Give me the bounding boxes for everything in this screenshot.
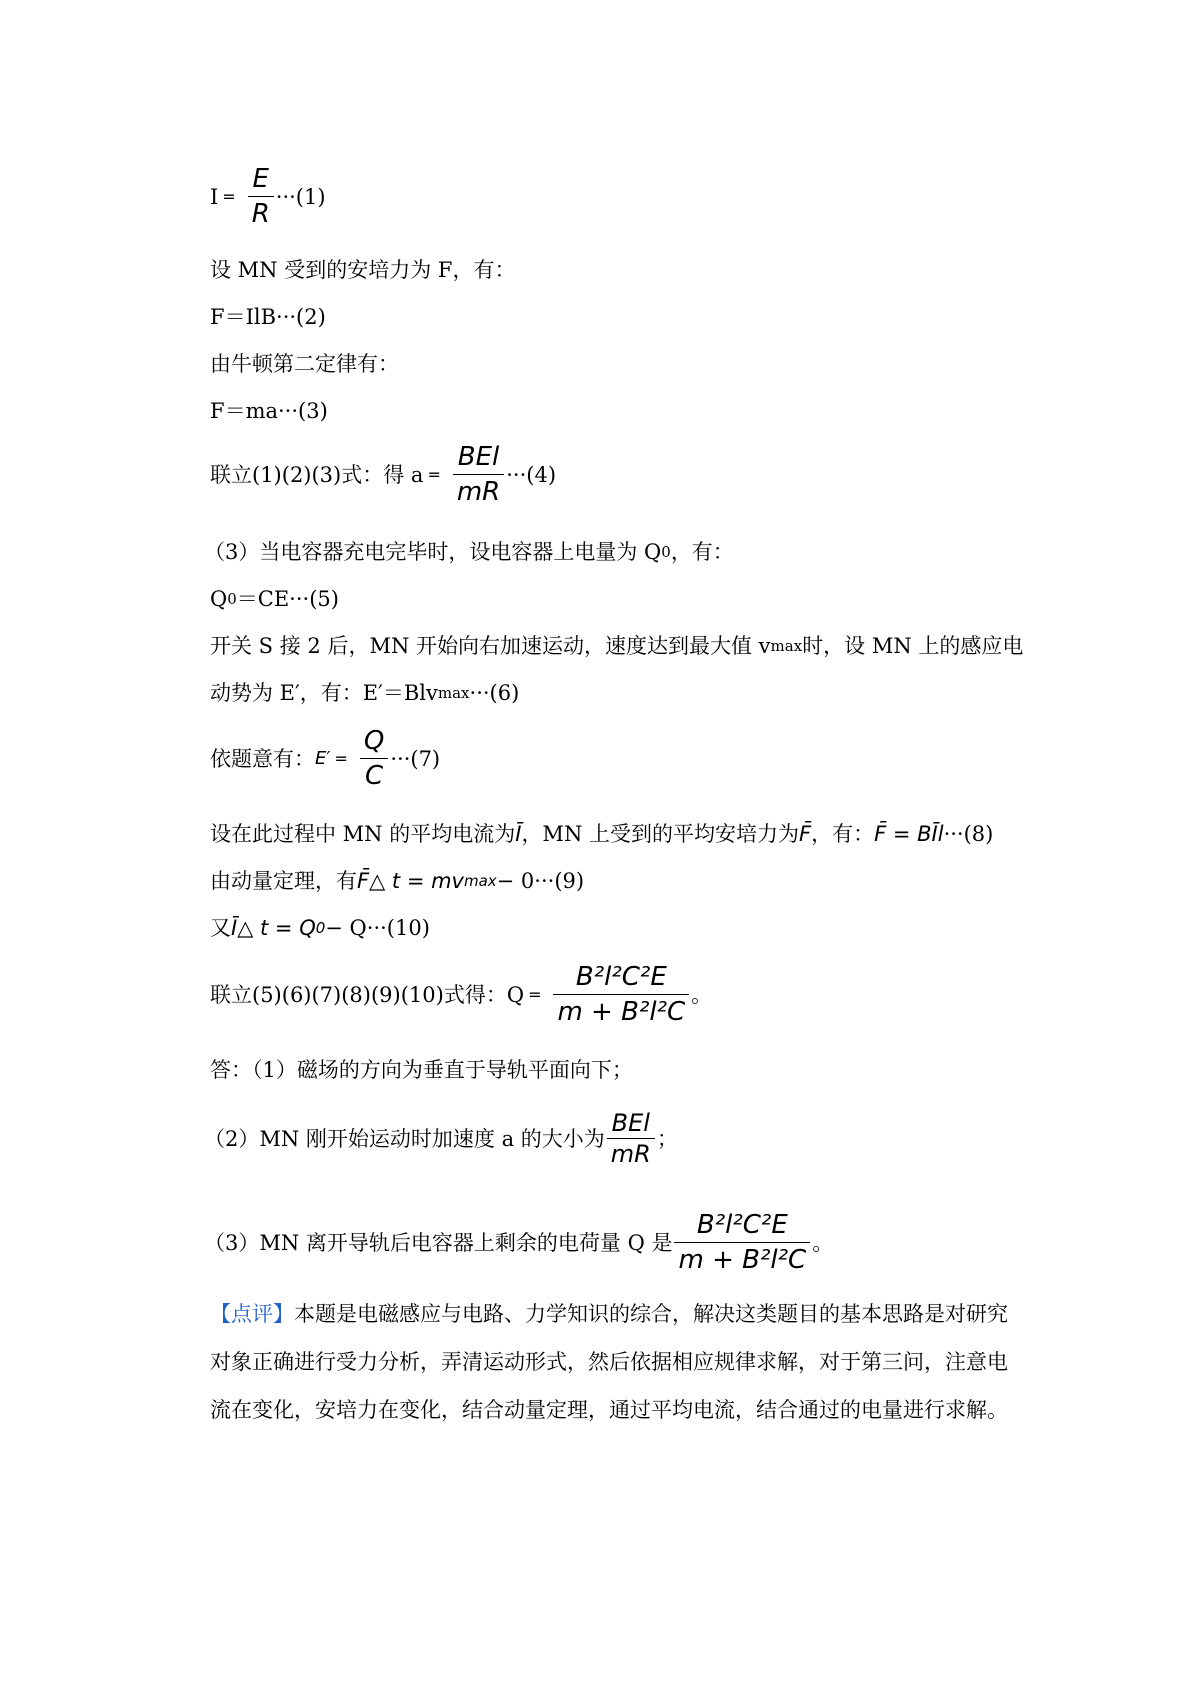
math-symbol: Ī (515, 822, 522, 846)
equals-sign: = (334, 748, 348, 768)
text: （3）MN 离开导轨后电容器上剩余的电荷量 Q 是 (204, 1230, 673, 1255)
denominator: mR (456, 477, 501, 507)
fraction (248, 162, 274, 231)
text: ，有： (670, 540, 734, 564)
equation-line-17 (204, 1108, 678, 1169)
text-line-3 (210, 303, 326, 331)
text: 由动量定理，有 (210, 869, 357, 893)
text: 答：（1）磁场的方向为垂直于导轨平面向下； (210, 1058, 633, 1082)
fraction (360, 724, 388, 793)
text-line-13 (210, 867, 584, 895)
text-line-7 (204, 538, 734, 566)
denominator: mR (610, 1140, 651, 1168)
fraction (453, 440, 504, 509)
numerator: Q (363, 726, 385, 756)
denominator: R (251, 199, 270, 229)
text-line-16 (210, 1056, 633, 1084)
equation-number: ···(1) (275, 184, 326, 209)
text: 动势为 E′，有：E′＝Blv (210, 681, 438, 705)
numerator: E (252, 164, 269, 194)
text: I (210, 184, 219, 209)
text: 。 (812, 1230, 834, 1255)
subscript: max (437, 684, 470, 702)
text: 由牛顿第二定律有： (210, 352, 399, 376)
equation-line-1 (210, 162, 326, 231)
equation-number: ···(8) (943, 822, 994, 846)
equals-sign: = (222, 186, 236, 206)
equation-line-6 (210, 440, 556, 509)
math-symbol: E′ (315, 747, 331, 769)
equation-number: − Q···(10) (325, 916, 430, 940)
text: 时，设 MN 上的感应电 (802, 634, 1024, 658)
denominator: C (365, 761, 384, 791)
text: 又 (210, 916, 231, 940)
equation-number: ···(4) (506, 462, 557, 487)
numerator: BEl (611, 1109, 650, 1137)
equation-line-11 (210, 724, 440, 793)
text: ···(6) (469, 681, 520, 705)
math-expression: F̄△ t = mv (357, 869, 464, 893)
math-expression: Ī△ t = Q (231, 916, 316, 940)
text: 流在变化，安培力在变化，结合动量定理，通过平均电流，结合通过的电量进行求解。 (210, 1398, 1008, 1422)
text-line-8 (210, 585, 339, 613)
equation-number: ···(7) (390, 746, 441, 771)
equation-line-18 (204, 1208, 833, 1277)
comment-tag: 【点评】 (210, 1302, 294, 1326)
text: ，有： (811, 822, 875, 846)
text-line-21 (210, 1396, 1008, 1424)
equation-line-15 (210, 960, 712, 1029)
text: （2）MN 刚开始运动时加速度 a 的大小为 (204, 1126, 605, 1151)
numerator: B²l²C²E (696, 1210, 788, 1240)
text: Q (210, 587, 228, 611)
subscript: 0 (661, 543, 671, 561)
text: 开关 S 接 2 后，MN 开始向右加速运动，速度达到最大值 v (210, 634, 771, 658)
fraction (607, 1108, 655, 1169)
text: 本题是电磁感应与电路、力学知识的综合，解决这类题目的基本思路是对研究 (294, 1302, 1008, 1326)
denominator: m + B²l²C (557, 997, 686, 1027)
fraction (553, 960, 689, 1029)
numerator: BEl (457, 442, 500, 472)
equation-number: − 0···(9) (496, 869, 585, 893)
text-line-9 (210, 632, 1023, 660)
math-symbol: F̄ (799, 822, 812, 846)
text: 联立(5)(6)(7)(8)(9)(10)式得：Q (210, 982, 525, 1007)
text: 。 (691, 982, 713, 1007)
text-line-2 (210, 256, 515, 284)
numerator: B²l²C²E (575, 962, 667, 992)
text: 对象正确进行受力分析，弄清运动形式，然后依据相应规律求解，对于第三问，注意电 (210, 1350, 1008, 1374)
fraction (674, 1208, 810, 1277)
text: 设在此过程中 MN 的平均电流为 (210, 822, 516, 846)
text-line-14 (210, 914, 430, 942)
text-line-19 (210, 1300, 1008, 1328)
text: 依题意有： (210, 746, 315, 771)
text-line-5 (210, 397, 328, 425)
text-line-4 (210, 350, 399, 378)
text: ； (656, 1126, 678, 1151)
text: F＝ma···(3) (210, 399, 328, 423)
text: ，MN 上受到的平均安培力为 (521, 822, 799, 846)
text: F＝IlB···(2) (210, 305, 326, 329)
equals-sign: = (427, 464, 441, 484)
subscript: 0 (227, 590, 237, 608)
text-line-12 (210, 820, 993, 848)
text: ＝CE···(5) (236, 587, 339, 611)
math-expression: F̄ = BĪl (874, 822, 944, 846)
text-line-20 (210, 1348, 1008, 1376)
subscript: max (463, 872, 497, 890)
equals-sign: = (528, 984, 542, 1004)
subscript: 0 (315, 919, 326, 937)
subscript: max (770, 637, 803, 655)
text-line-10 (210, 679, 519, 707)
denominator: m + B²l²C (678, 1245, 807, 1275)
text: 设 MN 受到的安培力为 F，有： (210, 258, 516, 282)
text: （3）当电容器充电完毕时，设电容器上电量为 Q (204, 540, 662, 564)
text: 联立(1)(2)(3)式：得 a (210, 462, 424, 487)
